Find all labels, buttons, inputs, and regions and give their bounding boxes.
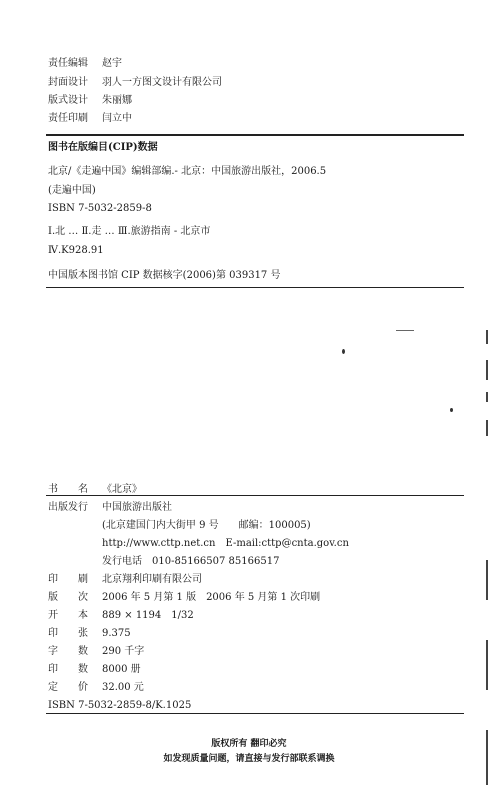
colophon-label-price: 定 价 xyxy=(48,682,88,693)
colophon-label-format: 开 本 xyxy=(48,610,88,621)
cip-line-2: (走遍中国) xyxy=(48,185,96,196)
scan-speck xyxy=(450,408,453,412)
scan-edge-mark xyxy=(486,330,488,344)
colophon-value-printer: 北京翔利印刷有限公司 xyxy=(102,574,202,585)
scan-edge-mark xyxy=(486,640,488,690)
credit-value-editor: 赵宇 xyxy=(102,58,122,69)
cip-bottom-rule xyxy=(46,287,464,288)
colophon-web: http://www.cttp.net.cn E-mail:cttp@cnta.gov.cn xyxy=(102,538,349,549)
colophon-value-format: 889 × 1194 1/32 xyxy=(102,610,194,621)
scan-edge-mark xyxy=(486,360,488,380)
colophon-label-copies: 印 数 xyxy=(48,664,88,675)
cip-heading: 图书在版编目(CIP)数据 xyxy=(48,142,158,153)
scan-speck xyxy=(342,349,345,354)
credit-label-layout: 版式设计 xyxy=(48,95,88,106)
colophon-value-price: 32.00 元 xyxy=(102,682,144,693)
credit-label-editor: 责任编辑 xyxy=(48,58,88,69)
cip-record: 中国版本图书馆 CIP 数据核字(2006)第 039317 号 xyxy=(48,270,281,281)
colophon-isbn: ISBN 7-5032-2859-8/K.1025 xyxy=(48,700,192,711)
scan-speck xyxy=(396,330,414,331)
cip-isbn: ISBN 7-5032-2859-8 xyxy=(48,203,152,214)
cip-line-1: 北京/《走遍中国》编辑部编.- 北京：中国旅游出版社，2006.5 xyxy=(48,166,327,177)
scan-edge-mark xyxy=(486,420,488,436)
colophon-address: (北京建国门内大街甲 9 号 邮编：100005) xyxy=(102,520,311,531)
credit-value-print: 闫立中 xyxy=(102,113,132,124)
credit-label-print: 责任印刷 xyxy=(48,113,88,124)
scan-edge-mark xyxy=(486,560,488,600)
colophon-bottom-rule xyxy=(46,713,464,714)
colophon-value-sheets: 9.375 xyxy=(102,628,131,639)
colophon-value-title: 《北京》 xyxy=(102,484,142,495)
colophon-label-publisher: 出版发行 xyxy=(48,502,88,513)
colophon-phone: 发行电话 010-85166507 85166517 xyxy=(102,556,280,567)
colophon-value-words: 290 千字 xyxy=(102,646,145,657)
colophon-label-edition: 版 次 xyxy=(48,592,88,603)
cip-subject: Ⅰ.北 … Ⅱ.走 … Ⅲ.旅游指南 - 北京市 xyxy=(48,226,211,237)
credit-value-layout: 朱丽娜 xyxy=(102,95,132,106)
colophon-label-title: 书 名 xyxy=(48,484,88,495)
colophon-value-copies: 8000 册 xyxy=(102,664,141,675)
colophon-value-edition: 2006 年 5 月第 1 版 2006 年 5 月第 1 次印刷 xyxy=(102,592,321,603)
cip-classification: Ⅳ.K928.91 xyxy=(48,245,104,256)
credit-label-cover: 封面设计 xyxy=(48,77,88,88)
rights-notice: 版权所有 翻印必究 xyxy=(211,739,287,749)
colophon-label-printer: 印 刷 xyxy=(48,574,88,585)
colophon-label-sheets: 印 张 xyxy=(48,628,88,639)
quality-notice: 如发现质量问题，请直接与发行部联系调换 xyxy=(163,754,335,764)
scan-edge-mark xyxy=(486,392,488,402)
colophon-label-words: 字 数 xyxy=(48,646,88,657)
cip-top-rule xyxy=(46,134,464,136)
colophon-value-publisher: 中国旅游出版社 xyxy=(102,502,172,513)
credit-value-cover: 羽人一方图文设计有限公司 xyxy=(102,77,222,88)
